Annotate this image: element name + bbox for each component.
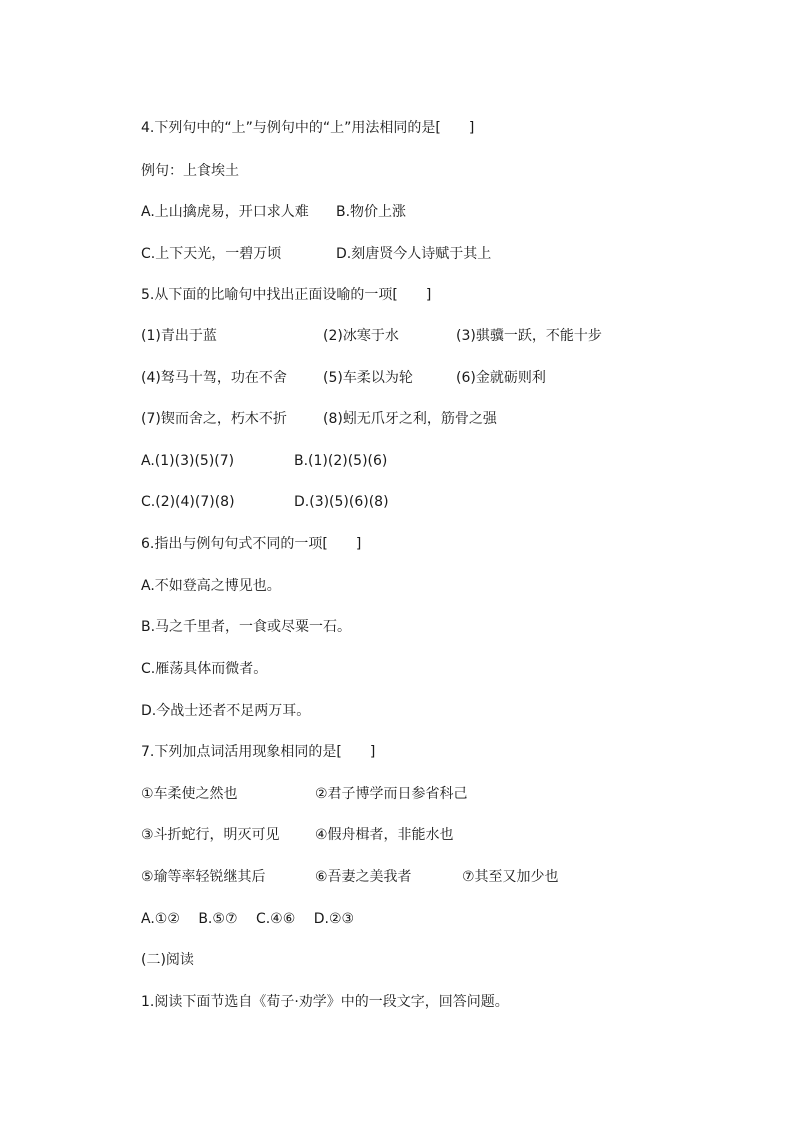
q4-example: 例句：上食埃土 (141, 163, 239, 179)
q5-item-1: (1)青出于蓝 (141, 328, 217, 344)
reading-question-1: 1.阅读下面节选自《荀子·劝学》中的一段文字，回答问题。 (141, 994, 509, 1010)
q7-options: A.①② B.⑤⑦ C.④⑥ D.②③ (141, 911, 355, 927)
q5-option-d: D.(3)(5)(6)(8) (294, 494, 389, 510)
q5-item-2: (2)冰寒于水 (323, 328, 399, 344)
q5-stem: 5.从下面的比喻句中找出正面设喻的一项[ ] (141, 287, 432, 303)
q4-option-d: D.刻唐贤今人诗赋于其上 (336, 246, 492, 262)
q5-item-8: (8)蚓无爪牙之利，筋骨之强 (323, 411, 497, 427)
q5-item-6: (6)金就砺则利 (456, 370, 546, 386)
q5-option-c: C.(2)(4)(7)(8) (141, 494, 235, 510)
q5-item-3: (3)骐骥一跃，不能十步 (456, 328, 602, 344)
q4-option-b: B.物价上涨 (336, 204, 407, 220)
q7-item-7: ⑦其至又加少也 (462, 869, 559, 885)
q4-option-a: A.上山擒虎易，开口求人难 (141, 204, 309, 220)
q6-option-b: B.马之千里者，一食或尽粟一石。 (141, 619, 352, 635)
q6-option-d: D.今战士还者不足两万耳。 (141, 703, 311, 719)
q7-stem: 7.下列加点词活用现象相同的是[ ] (141, 744, 376, 760)
q5-item-7: (7)锲而舍之，朽木不折 (141, 411, 287, 427)
q7-item-5: ⑤瑜等率轻锐继其后 (141, 869, 266, 885)
q5-item-5: (5)车柔以为轮 (323, 370, 413, 386)
q7-item-2: ②君子博学而日参省科己 (315, 786, 468, 802)
q5-option-a: A.(1)(3)(5)(7) (141, 453, 235, 469)
q4-option-c: C.上下天光，一碧万顷 (141, 246, 282, 262)
section-heading: (二)阅读 (141, 952, 194, 968)
q7-item-3: ③斗折蛇行，明灭可见 (141, 827, 280, 843)
q6-option-c: C.雁荡具体而微者。 (141, 661, 268, 677)
q4-stem: 4.下列句中的“上”与例句中的“上”用法相同的是[ ] (141, 120, 475, 136)
q6-stem: 6.指出与例句句式不同的一项[ ] (141, 536, 362, 552)
q7-item-4: ④假舟楫者，非能水也 (315, 827, 454, 843)
q5-item-4: (4)驽马十驾，功在不舍 (141, 370, 287, 386)
q7-item-1: ①车柔使之然也 (141, 786, 238, 802)
q7-item-6: ⑥吾妻之美我者 (315, 869, 412, 885)
q6-option-a: A.不如登高之博见也。 (141, 578, 281, 594)
q5-option-b: B.(1)(2)(5)(6) (294, 453, 388, 469)
